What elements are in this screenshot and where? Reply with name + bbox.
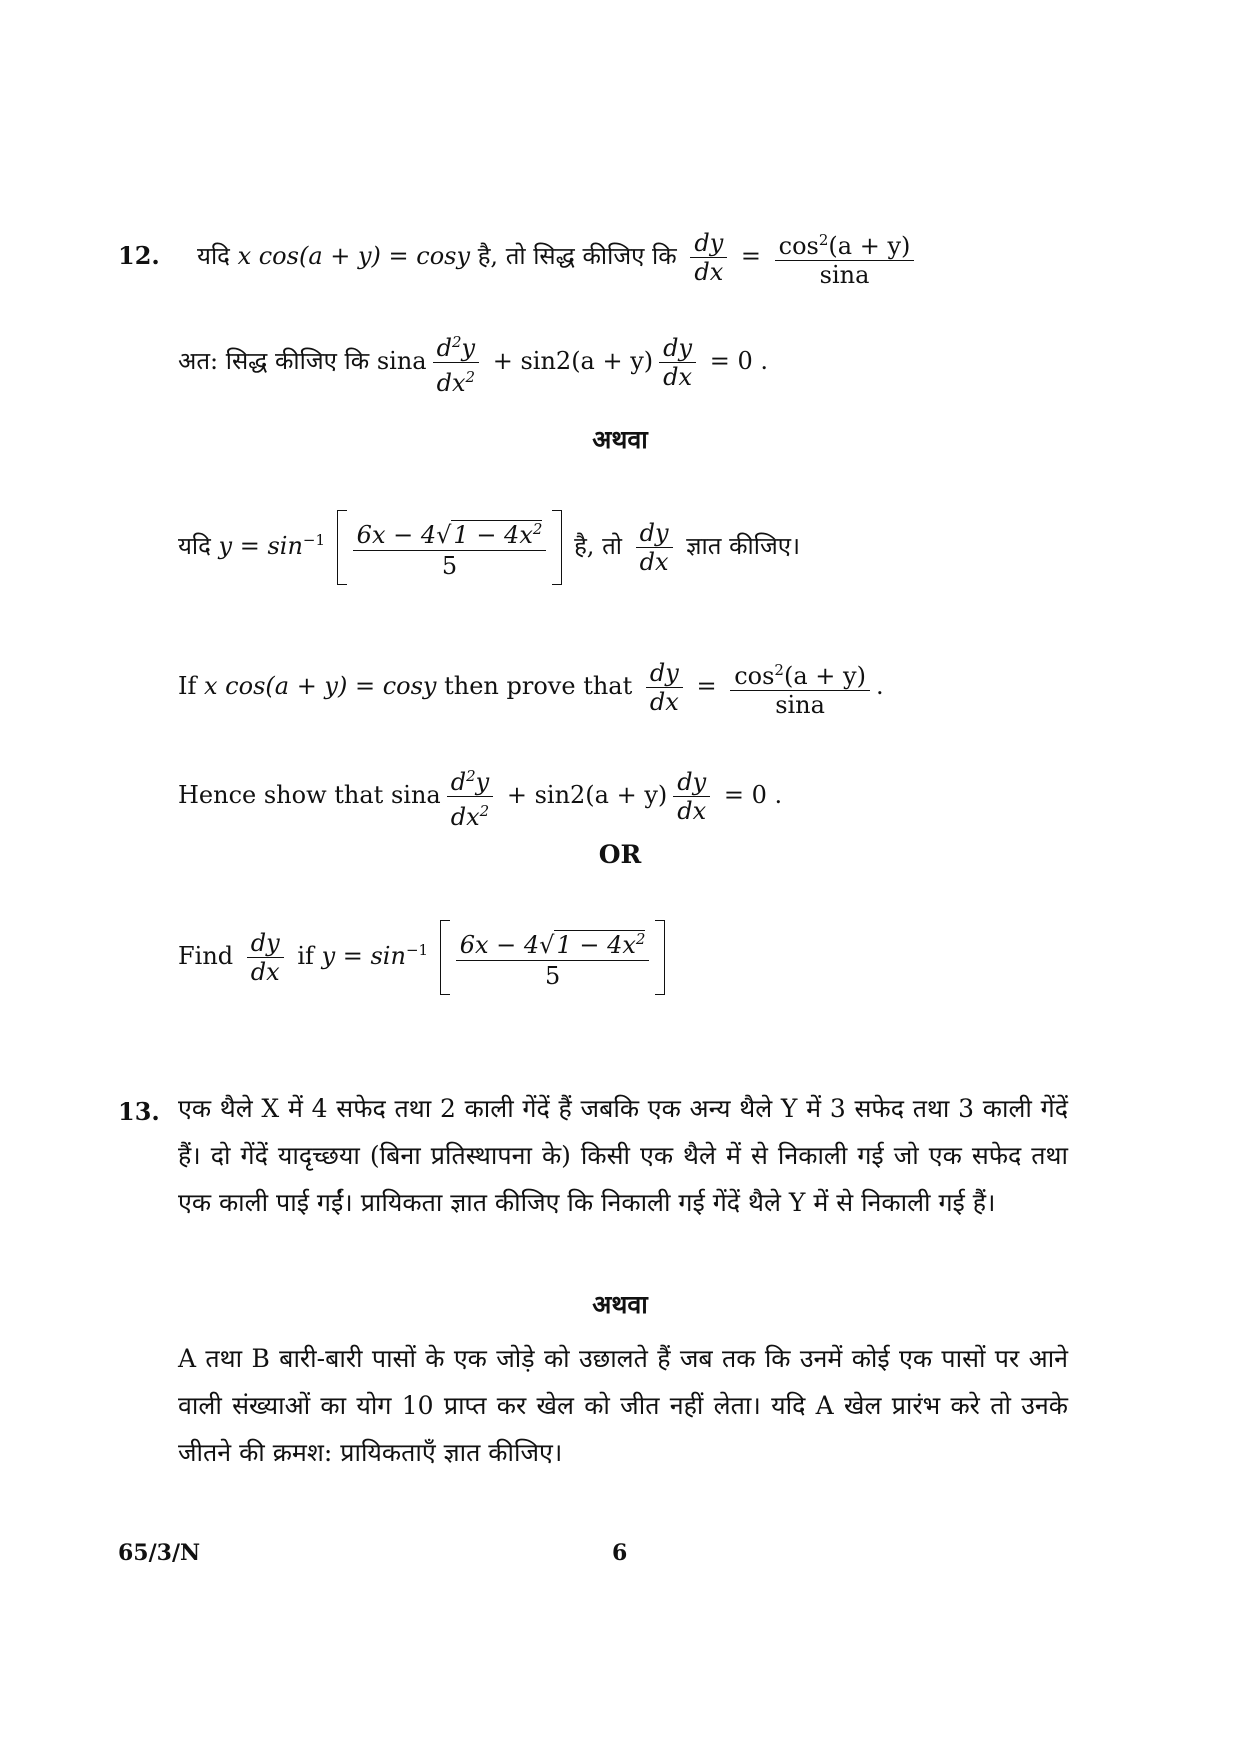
q12-hindi-hence: अत: सिद्ध कीजिए कि sina $\frac{d^2y}{dx^2}$ + sin2(a + y) $\frac{dy}{dx}$ = 0 .	[178, 328, 768, 397]
q12-number: 12.	[118, 241, 160, 270]
q12-hi-rhs: $\frac{\cos^2(a + y)}{\sin a}$	[775, 226, 915, 289]
q12-en-bracket: $\frac{6x - 4√1 - 4x^2}{5}$	[440, 920, 666, 995]
q12-or-hindi: अथवा	[592, 425, 648, 454]
q12-hi-bracket: $\frac{6x - 4√1 - 4x^2}{5}$	[337, 510, 563, 585]
q12-hi-prefix: यदि	[197, 242, 230, 270]
q12-hi-mid: है, तो सिद्ध कीजिए कि	[477, 242, 677, 270]
q12-hi-dy: $\frac{dy}{dx}$	[659, 334, 696, 391]
page-number: 6	[612, 1540, 628, 1566]
paper-code: 65/3/N	[118, 1540, 201, 1566]
q12-or-english: OR	[598, 840, 642, 869]
q12-hi-condition: x cos(a + y) = cosy	[237, 242, 471, 270]
q12-hindi-statement: 12. यदि x cos(a + y) = cosy है, तो सिद्ध कीजिए कि $\frac{dy}{dx}$ = $\frac{\cos^2(a + y)}{\sin a}$	[118, 226, 920, 289]
q13-hindi-text: एक थैले X में 4 सफेद तथा 2 काली गेंदें हैं जबकि एक अन्य थैले Y में 3 सफेद तथा 3 काली गेंदें हैं। दो गेंदें यादृच्छया (बिना प्रतिस्थापना के) किसी एक थैले में से निकाली गई जो एक सफेद तथा एक काली पाई गईं। प्रायिकता ज्ञात कीजिए कि निकाली गई गेंदें थैले Y में से निकाली गई हैं।	[178, 1094, 1068, 1217]
q12-english-statement: If x cos(a + y) = cosy then prove that $\frac{dy}{dx}$ = $\frac{\cos^2(a + y)}{\sin a}$ .	[178, 656, 884, 719]
q12-english-alternative: Find $\frac{dy}{dx}$ if $y = \sin^{-1}$ $\frac{6x - 4√1 - 4x^2}{5}$	[178, 920, 669, 995]
q12-english-hence: Hence show that sina $\frac{d^2y}{dx^2}$ + sin2(a + y) $\frac{dy}{dx}$ = 0 .	[178, 762, 782, 831]
q13-or-hindi: अथवा	[592, 1290, 648, 1319]
q13-hindi-alternative: A तथा B बारी-बारी पासों के एक जोड़े को उछालते हैं जब तक कि उनमें कोई एक पासों पर आने वाली संख्याओं का योग 10 प्राप्त कर खेल को जीत नहीं लेता। यदि A खेल प्रारंभ करे तो उनके जीतने की क्रमश: प्रायिकताएँ ज्ञात कीजिए।	[178, 1344, 1068, 1467]
q12-hindi-alternative: यदि $y = \sin^{-1}$ $\frac{6x - 4√1 - 4x^2}{5}$ है, तो $\frac{dy}{dx}$ ज्ञात कीजिए।	[178, 510, 800, 585]
q13-number: 13.	[118, 1097, 160, 1126]
q12-hi-d2y: $\frac{d^2y}{dx^2}$	[433, 328, 479, 397]
q12-hi-dydx: $\frac{dy}{dx}$	[690, 229, 727, 286]
